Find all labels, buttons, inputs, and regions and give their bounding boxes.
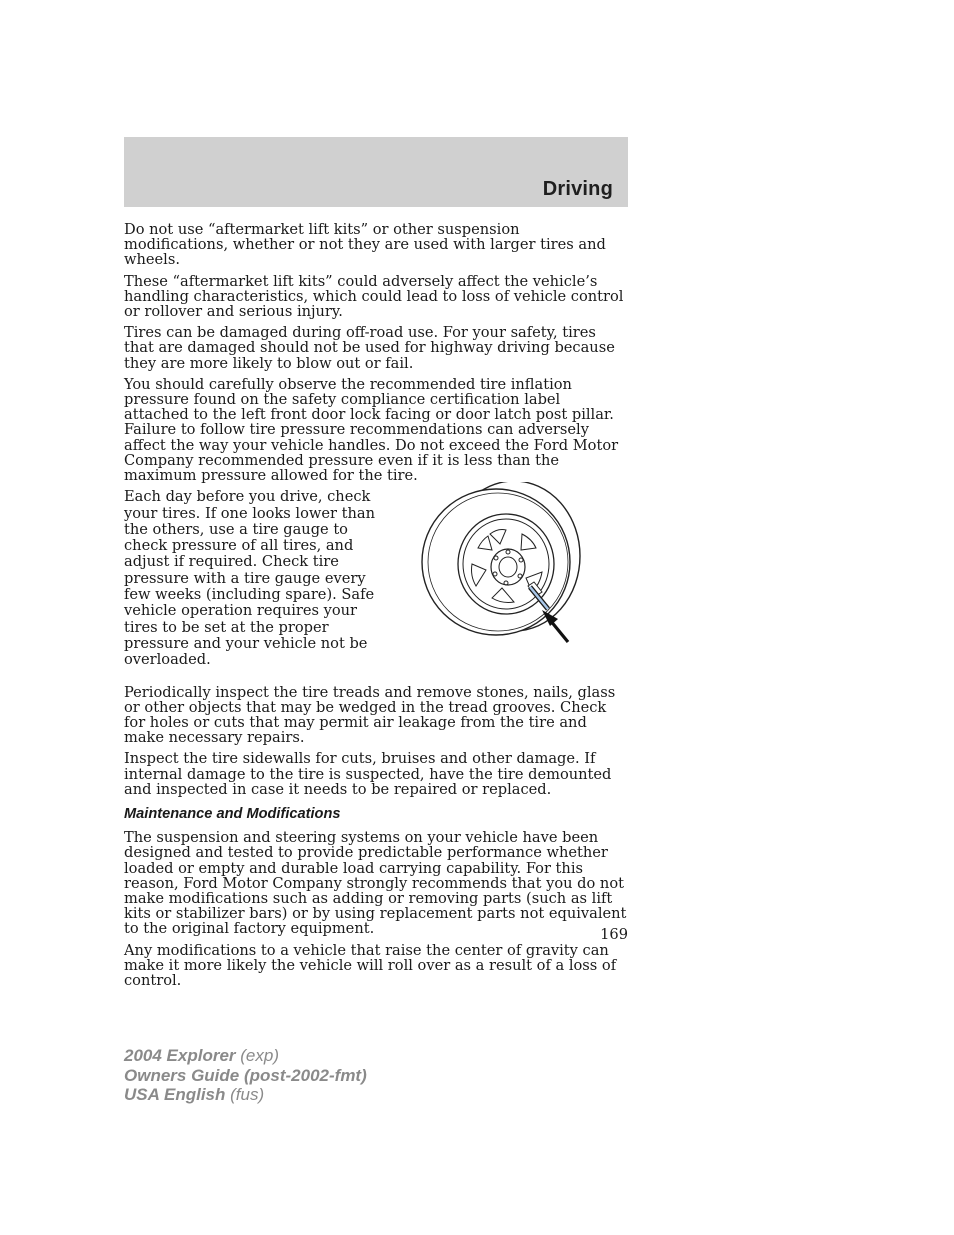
paragraph-suspension-steering: The suspension and steering systems on your vehicle have been designed and tested to provide predictable performance whether loaded or empty and durable load carrying capability. For this reason, Ford Motor Company strongly recommends that you do not make modifications such as adding or removing parts (such as lift kits or stabilizer bars) or by using replacement parts not equivalent to the original factory equipment.: [124, 829, 627, 938]
section-header-band: [124, 137, 628, 207]
paragraph-inspect-sidewalls: Inspect the tire sidewalls for cuts, bruises and other damage. If internal damage to the tire is suspected, have the tire demounted and inspected in case it needs to be repaired or replaced.: [124, 750, 612, 798]
paragraph-inflation-pressure: You should carefully observe the recommended tire inflation pressure found on the safety compliance certification label attached to the left front door lock facing or door latch post pillar. Failure to follow tire pressure recommendations can adversely affect the way your vehicle handles. Do not exceed the Ford Motor Company recommended pressure even if it is less than the maximum pressure allowed for the tire.: [124, 375, 619, 485]
paragraph-daily-tire-check: Each day before you drive, check your tires. If one looks lower than the others, use a tire gauge to check pressure of all tires, and adjust if required. Check tire pressure with a tire gauge every few weeks (including spare). Safe vehicle operation requires your tires to be set at the proper pressure and your vehicle not be overloaded.: [124, 488, 375, 669]
paragraph-lift-kits-warning: These “aftermarket lift kits” could adversely affect the vehicle’s handling characteristics, which could lead to loss of vehicle control or rollover and serious injury.: [124, 272, 624, 321]
paragraph-inspect-treads: Periodically inspect the tire treads and remove stones, nails, glass or other objects that may be wedged in the tread grooves. Check for holes or cuts that may permit air leakage from the tire and make necessary repairs.: [124, 683, 616, 747]
footer-language-code: (fus): [230, 1085, 265, 1104]
footer-language: USA English: [124, 1085, 226, 1104]
paragraph-off-road-damage: Tires can be damaged during off-road use. For your safety, tires that are damaged should not be used for highway driving because they are more likely to blow out or fail.: [124, 324, 615, 372]
footer-line-language: [124, 1085, 367, 1105]
paragraph-center-of-gravity: Any modifications to a vehicle that raise the center of gravity can make it more likely the vehicle will roll over as a result of a loss of control.: [124, 941, 617, 989]
tire-check-figure: [124, 489, 628, 668]
section-title: Driving: [542, 178, 613, 200]
footer-guide: Owners Guide (post-2002-fmt): [124, 1065, 367, 1085]
page-content: [124, 222, 628, 994]
tire-gauge-illustration: [418, 482, 588, 652]
footer-model-code: (exp): [240, 1046, 279, 1065]
subsection-title: Maintenance and Modifications: [124, 805, 341, 822]
footer-line-model: [124, 1046, 367, 1066]
footer-model: 2004 Explorer: [124, 1046, 236, 1065]
paragraph-lift-kits: Do not use “aftermarket lift kits” or other suspension modifications, whether or not they are used with larger tires and wheels.: [124, 221, 606, 269]
page-number: 169: [600, 926, 628, 943]
document-footer: [124, 1046, 367, 1105]
